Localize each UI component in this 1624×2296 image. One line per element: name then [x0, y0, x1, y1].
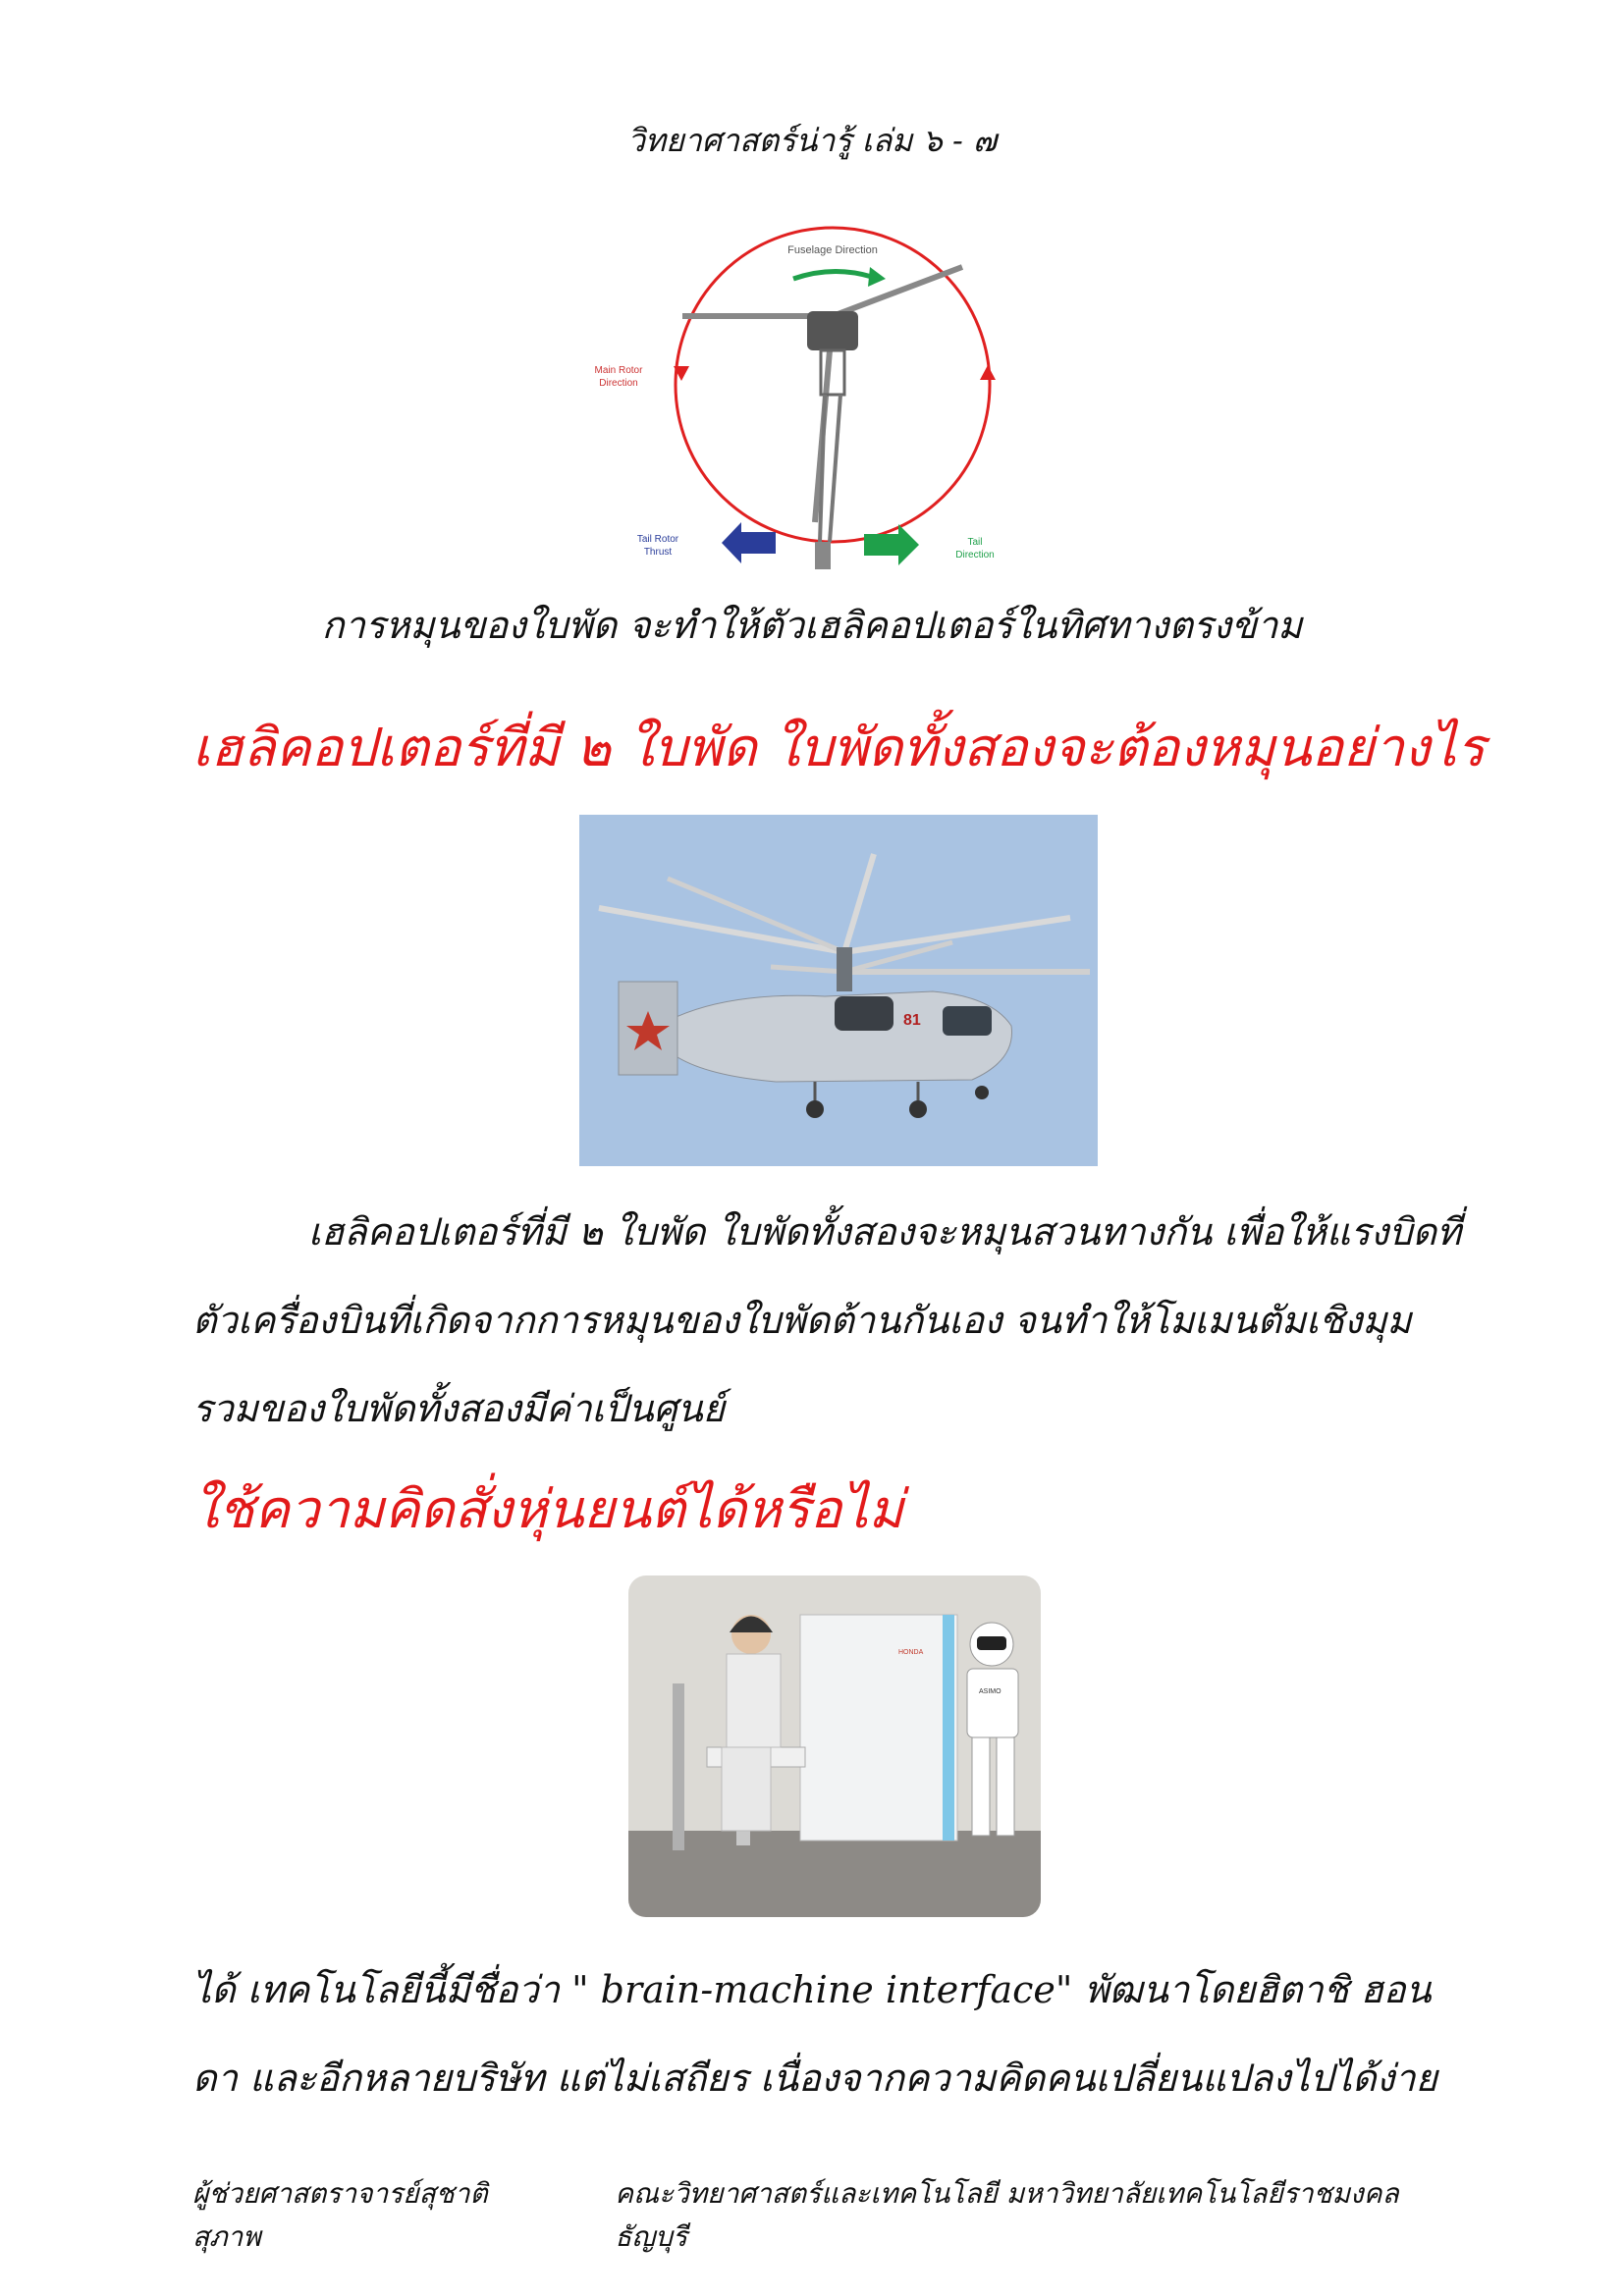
- chair-back: [673, 1683, 684, 1850]
- main-rotor-label-1: Main Rotor: [594, 365, 643, 376]
- tail-direction-label-2: Direction: [955, 550, 995, 561]
- footer-author: ผู้ช่วยศาสตราจารย์สุชาติ สุภาพ: [192, 2177, 488, 2253]
- main-rotor-label-2: Direction: [599, 378, 638, 389]
- tail-rotor-thrust-label-2: Thrust: [643, 547, 673, 558]
- rotor-arrowhead-right: [980, 365, 996, 380]
- rotor-diagram-svg: [579, 218, 1041, 576]
- page-header: วิทยาศาสตร์น่ารู้ เล่ม ๖ - ๗: [626, 122, 998, 159]
- engine-intake: [835, 996, 893, 1031]
- fuselage-direction-label: Fuselage Direction: [787, 244, 878, 256]
- helicopter-number: 81: [903, 1012, 921, 1029]
- wheel-2: [909, 1100, 927, 1118]
- cockpit-window: [943, 1006, 992, 1036]
- footer-affiliation: คณะวิทยาศาสตร์และเทคโนโลยี มหาวิทยาลัยเทคโนโลยีราชมงคลธัญบุรี: [615, 2177, 1399, 2253]
- person-body: [727, 1654, 781, 1747]
- tail-direction-label-1: Tail: [967, 537, 983, 548]
- machine-brand: HONDA: [898, 1649, 924, 1656]
- section1-heading: เฮลิคอปเตอร์ที่มี ๒ ใบพัด ใบพัดทั้งสองจะต้องหมุนอย่างไร: [192, 717, 1486, 778]
- person-legs: [722, 1747, 771, 1831]
- wheel-3: [975, 1086, 989, 1099]
- section2-paragraph: ได้ เทคโนโลยีนี้มีชื่อว่า " brain-machine interface" พัฒนาโดยฮิตาชิ ฮอนดา และอีกหลายบริษัท แต่ไม่เสถียร เนื่องจากความคิดคนเปลี่ยนแปลงไปได้ง่าย: [192, 1968, 1437, 2100]
- robot-leg-left: [972, 1737, 990, 1836]
- fuselage-direction-arrow: [793, 271, 872, 279]
- bmi-svg: [628, 1575, 1041, 1917]
- tail-rotor-thrust-label-1: Tail Rotor: [636, 534, 679, 545]
- fuselage-body: [807, 311, 858, 350]
- helicopter-svg: [579, 815, 1098, 1166]
- bmi-machine: [800, 1615, 957, 1841]
- figure1-caption: การหมุนของใบพัด จะทำให้ตัวเฮลิคอปเตอร์ในทิศทางตรงข้าม: [321, 604, 1303, 647]
- section2-heading: ใช้ความคิดสั่งหุ่นยนต์ได้หรือไม่: [192, 1478, 904, 1540]
- rotor-mast: [837, 947, 852, 991]
- tail-rotor: [815, 542, 831, 569]
- brain-machine-interface-photo: [628, 1575, 1041, 1917]
- robot-body: [967, 1669, 1018, 1737]
- rotor-direction-diagram: [579, 218, 1041, 576]
- tail-boom-right: [830, 395, 840, 542]
- fuselage-direction-arrowhead: [868, 267, 886, 287]
- robot-leg-right: [997, 1737, 1014, 1836]
- wheel-1: [806, 1100, 824, 1118]
- coaxial-helicopter-photo: [579, 815, 1098, 1166]
- robot-label: ASIMO: [979, 1688, 1001, 1695]
- page-footer: [192, 2172, 1469, 2259]
- tail-boom-left: [820, 395, 825, 542]
- section1-paragraph: เฮลิคอปเตอร์ที่มี ๒ ใบพัด ใบพัดทั้งสองจะหมุนสวนทางกัน เพื่อให้แรงบิดที่ตัวเครื่องบินที่เกิดจากการหมุนของใบพัดต้านกันเอง จนทำให้โมเมนตัมเชิงมุมรวมของใบพัดทั้งสองมีค่าเป็นศูนย์: [192, 1210, 1462, 1430]
